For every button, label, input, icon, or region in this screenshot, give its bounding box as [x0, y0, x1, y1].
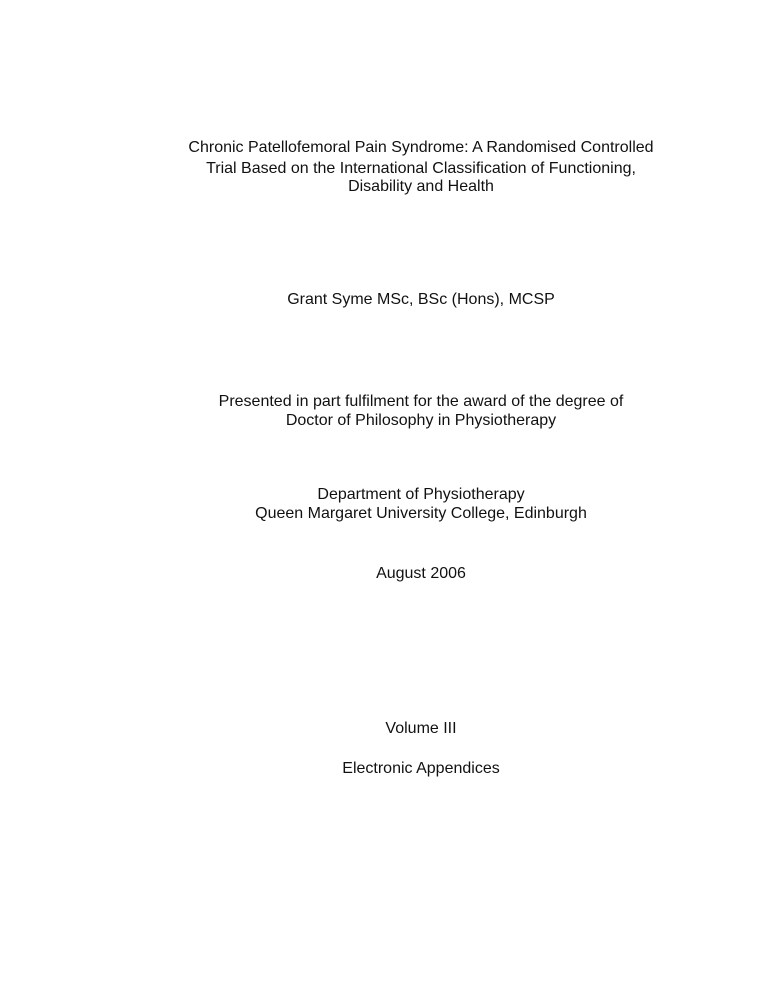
department-line: Department of Physiotherapy [317, 486, 525, 503]
title-line-1: Chronic Patellofemoral Pain Syndrome: A Randomised Controlled [188, 139, 654, 156]
university-line: Queen Margaret University College, Edinburgh [255, 505, 587, 522]
date-line: August 2006 [376, 565, 466, 582]
volume-subtitle-line: Electronic Appendices [342, 760, 500, 777]
degree-line-2: Doctor of Philosophy in Physiotherapy [285, 412, 557, 429]
degree-line-1: Presented in part fulfilment for the award of the degree of [218, 393, 624, 410]
author-line: Grant Syme MSc, BSc (Hons), MCSP [287, 291, 555, 308]
title-line-2: Trial Based on the International Classification of Functioning, [206, 160, 636, 177]
title-line-3: Disability and Health [348, 178, 494, 195]
volume-line: Volume III [385, 720, 457, 737]
